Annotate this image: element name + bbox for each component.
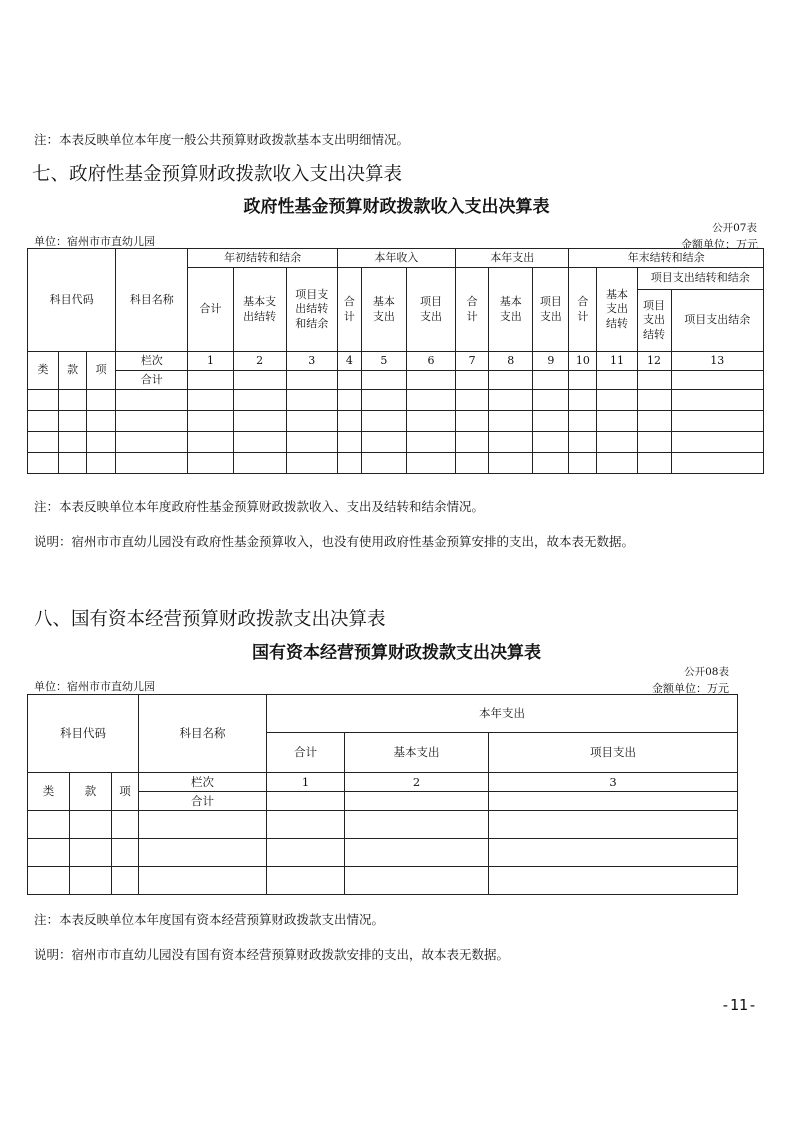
section8-unit-label: 单位：宿州市市直幼儿园 <box>34 680 155 693</box>
header-kuan: 款 <box>70 773 112 811</box>
column-number: 1 <box>267 773 345 792</box>
section7-money-unit: 金额单位：万元 <box>681 238 758 251</box>
header-lei: 类 <box>28 352 59 390</box>
header-group-expense: 本年支出 <box>267 695 738 733</box>
column-number: 9 <box>533 352 569 371</box>
header-end-project-balance: 项目支出结余 <box>671 290 763 352</box>
column-number: 6 <box>406 352 455 371</box>
section7-heading: 七、政府性基金预算财政拨款收入支出决算表 <box>32 164 403 185</box>
table-row <box>28 411 764 432</box>
header-project: 项目支出 <box>489 733 738 773</box>
top-note: 注：本表反映单位本年度一般公共预算财政拨款基本支出明细情况。 <box>34 132 410 147</box>
header-end-project-carry: 项目支出结转 <box>637 290 671 352</box>
section8-table-title: 国有资本经营预算财政拨款支出决算表 <box>252 643 541 663</box>
header-group-begin: 年初结转和结余 <box>188 249 337 268</box>
header-lei: 类 <box>28 773 70 811</box>
header-subject-name: 科目名称 <box>139 695 267 773</box>
header-expense-project: 项目支出 <box>533 268 569 352</box>
header-begin-total: 合计 <box>188 268 233 352</box>
table-row <box>28 811 738 839</box>
section7-table <box>27 248 764 474</box>
header-income-basic: 基本支出 <box>361 268 406 352</box>
column-number: 10 <box>569 352 597 371</box>
header-begin-basic: 基本支出结转 <box>233 268 286 352</box>
header-kuan: 款 <box>59 352 87 390</box>
page-number: -11- <box>720 996 757 1014</box>
section8-money-unit: 金额单位：万元 <box>652 682 729 695</box>
section7-table-title: 政府性基金预算财政拨款收入支出决算表 <box>243 197 550 217</box>
header-subject-name: 科目名称 <box>116 249 188 352</box>
header-group-end: 年末结转和结余 <box>569 249 764 268</box>
header-income-total: 合计 <box>337 268 361 352</box>
row-heji-label: 合计 <box>116 371 188 390</box>
column-number: 12 <box>637 352 671 371</box>
header-xiang: 项 <box>112 773 139 811</box>
section7-unit-label: 单位：宿州市市直幼儿园 <box>34 235 155 248</box>
header-expense-basic: 基本支出 <box>489 268 533 352</box>
column-number: 3 <box>286 352 337 371</box>
section7-note: 注：本表反映单位本年度政府性基金预算财政拨款收入、支出及结转和结余情况。 <box>34 499 485 514</box>
header-basic: 基本支出 <box>345 733 489 773</box>
table-row <box>28 839 738 867</box>
header-xiang: 项 <box>87 352 116 390</box>
section8-heading: 八、国有资本经营预算财政拨款支出决算表 <box>34 609 386 630</box>
header-begin-project: 项目支出结转和结余 <box>286 268 337 352</box>
header-subject-code: 科目代码 <box>28 695 139 773</box>
section8-note: 注：本表反映单位本年度国有资本经营预算财政拨款支出情况。 <box>34 912 385 927</box>
column-number: 7 <box>456 352 489 371</box>
row-lanci-label: 栏次 <box>116 352 188 371</box>
column-number: 11 <box>597 352 637 371</box>
header-end-total: 合计 <box>569 268 597 352</box>
column-number: 13 <box>671 352 763 371</box>
header-end-basic: 基本支出结转 <box>597 268 637 352</box>
column-number: 1 <box>188 352 233 371</box>
section7-explanation: 说明：宿州市市直幼儿园没有政府性基金预算收入，也没有使用政府性基金预算安排的支出，故本表无数据。 <box>34 534 635 549</box>
section8-explanation: 说明：宿州市市直幼儿园没有国有资本经营预算财政拨款安排的支出，故本表无数据。 <box>34 947 510 962</box>
column-number: 3 <box>489 773 738 792</box>
header-total: 合计 <box>267 733 345 773</box>
header-group-income: 本年收入 <box>337 249 455 268</box>
header-subject-code: 科目代码 <box>28 249 116 352</box>
column-number: 8 <box>489 352 533 371</box>
header-sub-project-end: 项目支出结转和结余 <box>637 268 763 290</box>
table-row <box>28 453 764 474</box>
section8-table-code: 公开08表 <box>684 666 729 678</box>
table-row <box>28 390 764 411</box>
column-number: 2 <box>345 773 489 792</box>
header-group-expense: 本年支出 <box>456 249 569 268</box>
table-row <box>28 867 738 895</box>
column-number: 2 <box>233 352 286 371</box>
table-row <box>28 432 764 453</box>
row-heji-label: 合计 <box>139 792 267 811</box>
header-income-project: 项目支出 <box>406 268 455 352</box>
section8-table <box>27 694 738 895</box>
section7-table-code: 公开07表 <box>712 222 757 234</box>
header-expense-total: 合计 <box>456 268 489 352</box>
column-number: 4 <box>337 352 361 371</box>
column-number: 5 <box>361 352 406 371</box>
row-lanci-label: 栏次 <box>139 773 267 792</box>
